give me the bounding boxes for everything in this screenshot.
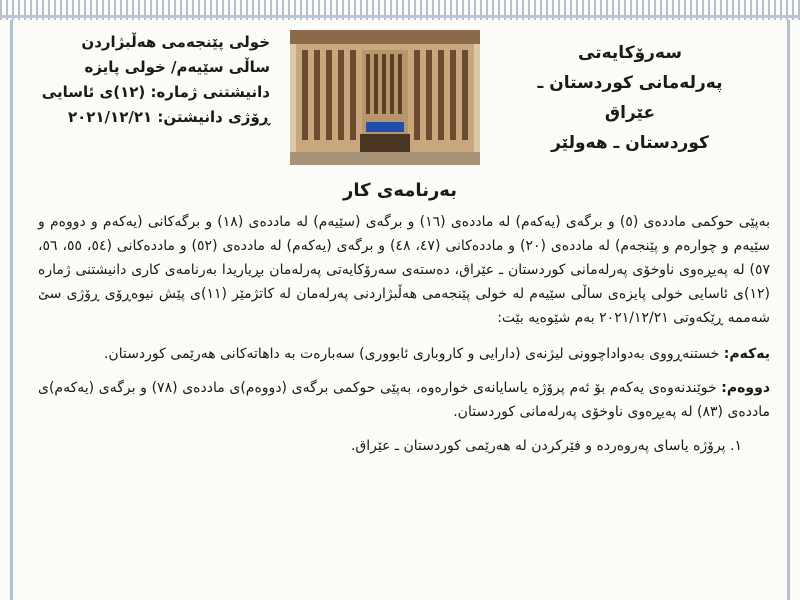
left-frame-line — [10, 20, 13, 600]
decorative-top-border — [0, 0, 800, 20]
agenda-item-label: یەکەم: — [723, 346, 770, 362]
document-body — [38, 210, 770, 458]
session-info — [40, 30, 270, 130]
session-line: ڕۆژی دانیشتن: ٢٠٢١/١٢/٢١ — [67, 108, 270, 126]
agenda-item-text: خوێندنەوەی یەکەم بۆ ئەم پرۆژە یاسایانەی خوارەوە، بەپێی حوکمی برگەی (دووەم)ی ماددەی (٧٨) و برگەی (یەکەم)ی ماددەی (٨٣) لە پەیڕەوی ناوخۆی پەرلەمانی کوردستان. — [38, 380, 770, 420]
numbered-item-text: پرۆژە یاسای پەروەردە و فێرکردن لە هەرێمی کوردستان ـ عێراق. — [350, 438, 726, 454]
agenda-item-2 — [38, 376, 770, 424]
agenda-item-text: خستنەڕووی بەدواداچوونی لیژنەی (دارایی و کاروباری ئابووری) سەبارەت بە داهاتەکانی هەرێمی کوردستان. — [103, 346, 720, 362]
right-frame-line — [787, 20, 790, 600]
letterhead-right — [515, 38, 745, 158]
parliament-building-image — [290, 30, 480, 165]
document-title: بەرنامەی کار — [343, 180, 457, 201]
session-line: خولی پێنجەمی هەڵبژاردن — [81, 33, 270, 51]
letterhead-line: پەرلەمانی کوردستان ـ عێراق — [537, 73, 723, 123]
letterhead-line: سەرۆکایەتی — [578, 43, 682, 63]
agenda-item-label: دووەم: — [721, 380, 771, 396]
session-line: دانیشتنی ژمارە: (١٢)ی ئاسایی — [41, 83, 270, 101]
intro-paragraph: بەپێی حوکمی ماددەی (٥) و برگەی (یەکەم) لە ماددەی (١٦) و برگەی (سێیەم) لە ماددەی (١٨) و برگەکانی (یەکەم و دووەم و سێیەم و چوارەم و پێنجەم) لە ماددەی (٢٠) و ماددەکانی (٤٧، ٤٨) و برگەی (یەکەم) لە ماددەی (٥٢) و ماددەکانی (٥٤، ٥٥، ٥٦، ٥٧) لە پەیڕەوی ناوخۆی پەرلەمانی کوردستان ـ عێراق، دەستەی سەرۆکایەتی پەرلەمان بڕیاریدا بەرنامەی کاری دانیشتنی ژمارە (١٢)ی ئاسایی خولی پایزەی ساڵی سێیەم لە خولی پێنجەمی هەڵبژاردنی پەرلەمان لە کاتژمێر (١١)ی پێش نیوەڕۆی ڕۆژی سێ شەممە ڕێکەوتی ٢٠٢١/١٢/٢١ بەم شێوەیە بێت: — [38, 214, 771, 326]
numbered-item-number: ١. — [730, 438, 742, 454]
agenda-item-1 — [38, 342, 770, 366]
letterhead-line: کوردستان ـ هەولێر — [551, 133, 709, 153]
session-line: ساڵی سێیەم/ خولی پایزە — [84, 58, 270, 76]
numbered-item — [38, 434, 742, 458]
